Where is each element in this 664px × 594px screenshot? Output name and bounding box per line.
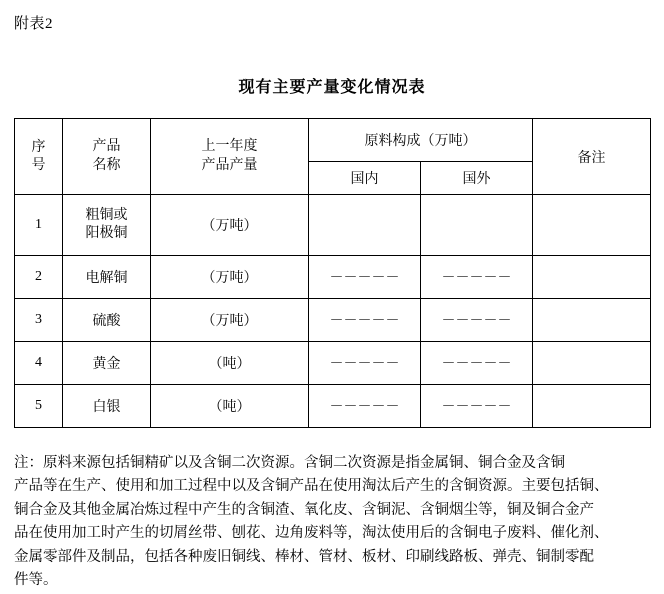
cell-product-name: 白银 bbox=[63, 385, 151, 428]
header-cell-product-name bbox=[63, 119, 151, 195]
cell-previous-output: （万吨） bbox=[151, 195, 309, 256]
cell-product-name: 电解铜 bbox=[63, 256, 151, 299]
cell-product-name: 黄金 bbox=[63, 342, 151, 385]
cell-foreign: －－－－－ bbox=[421, 385, 533, 428]
cell-domestic: －－－－－ bbox=[309, 385, 421, 428]
cell-remark bbox=[533, 195, 651, 256]
production-change-table bbox=[14, 118, 651, 428]
table-header-row bbox=[15, 119, 651, 162]
cell-product-name-line1: 粗铜或 bbox=[85, 207, 128, 223]
cell-remark bbox=[533, 299, 651, 342]
footnote-line-6: 件等。 bbox=[14, 572, 58, 589]
cell-foreign: －－－－－ bbox=[421, 299, 533, 342]
footnote-line-5: 金属零部件及制品，包括各种废旧铜线、棒材、管材、板材、印刷线路板、弹壳、铜制零配 bbox=[14, 548, 594, 565]
attachment-label: 附表2 bbox=[14, 16, 54, 32]
cell-remark bbox=[533, 385, 651, 428]
cell-previous-output: （万吨） bbox=[151, 256, 309, 299]
footnote-line-1: 注：原料来源包括铜精矿以及含铜二次资源。含铜二次资源是指金属铜、铜合金及含铜 bbox=[14, 455, 565, 471]
cell-previous-output: （万吨） bbox=[151, 299, 309, 342]
header-cell-material-composition: 原料构成（万吨） bbox=[309, 119, 533, 162]
cell-foreign: －－－－－ bbox=[421, 256, 533, 299]
footnote-line-3: 铜合金及其他金属冶炼过程中产生的含铜渣、氧化皮、含铜泥、含铜烟尘等，铜及铜合金产 bbox=[14, 501, 594, 518]
footnote-line-2: 产品等在生产、使用和加工过程中以及含铜产品在使用淘汰后产生的含铜资源。主要包括铜、 bbox=[14, 478, 609, 495]
cell-domestic: －－－－－ bbox=[309, 299, 421, 342]
table-row bbox=[15, 256, 651, 299]
cell-seq: 1 bbox=[15, 195, 63, 256]
header-cell-foreign: 国外 bbox=[421, 162, 533, 195]
table-row bbox=[15, 195, 651, 256]
cell-domestic bbox=[309, 195, 421, 256]
cell-previous-output: （吨） bbox=[151, 385, 309, 428]
header-cell-seq bbox=[15, 119, 63, 195]
cell-previous-output: （吨） bbox=[151, 342, 309, 385]
cell-seq: 2 bbox=[15, 256, 63, 299]
cell-remark bbox=[533, 256, 651, 299]
header-product-line1: 产品 bbox=[92, 139, 121, 155]
table-footnote bbox=[14, 452, 652, 593]
header-prev-line2: 产品产量 bbox=[201, 157, 258, 173]
cell-foreign: －－－－－ bbox=[421, 342, 533, 385]
cell-product-name-line2: 阳极铜 bbox=[85, 226, 128, 241]
header-cell-remark: 备注 bbox=[533, 119, 651, 195]
header-seq-line2: 号 bbox=[31, 157, 46, 173]
cell-seq: 3 bbox=[15, 299, 63, 342]
cell-domestic: －－－－－ bbox=[309, 342, 421, 385]
cell-seq: 5 bbox=[15, 385, 63, 428]
cell-remark bbox=[533, 342, 651, 385]
cell-seq: 4 bbox=[15, 342, 63, 385]
header-cell-previous-output bbox=[151, 119, 309, 195]
cell-domestic: －－－－－ bbox=[309, 256, 421, 299]
footnote-line-4: 品在使用加工时产生的切屑丝带、刨花、边角废料等，淘汰使用后的含铜电子废料、催化剂、 bbox=[14, 525, 609, 542]
cell-product-name bbox=[63, 195, 151, 256]
table-row bbox=[15, 342, 651, 385]
header-cell-domestic: 国内 bbox=[309, 162, 421, 195]
cell-foreign bbox=[421, 195, 533, 256]
header-prev-line1: 上一年度 bbox=[201, 139, 258, 155]
cell-product-name: 硫酸 bbox=[63, 299, 151, 342]
header-product-line2: 名称 bbox=[92, 157, 121, 173]
header-seq-line1: 序 bbox=[31, 140, 46, 155]
table-row bbox=[15, 385, 651, 428]
page-title: 现有主要产量变化情况表 bbox=[238, 79, 426, 96]
table-row bbox=[15, 299, 651, 342]
